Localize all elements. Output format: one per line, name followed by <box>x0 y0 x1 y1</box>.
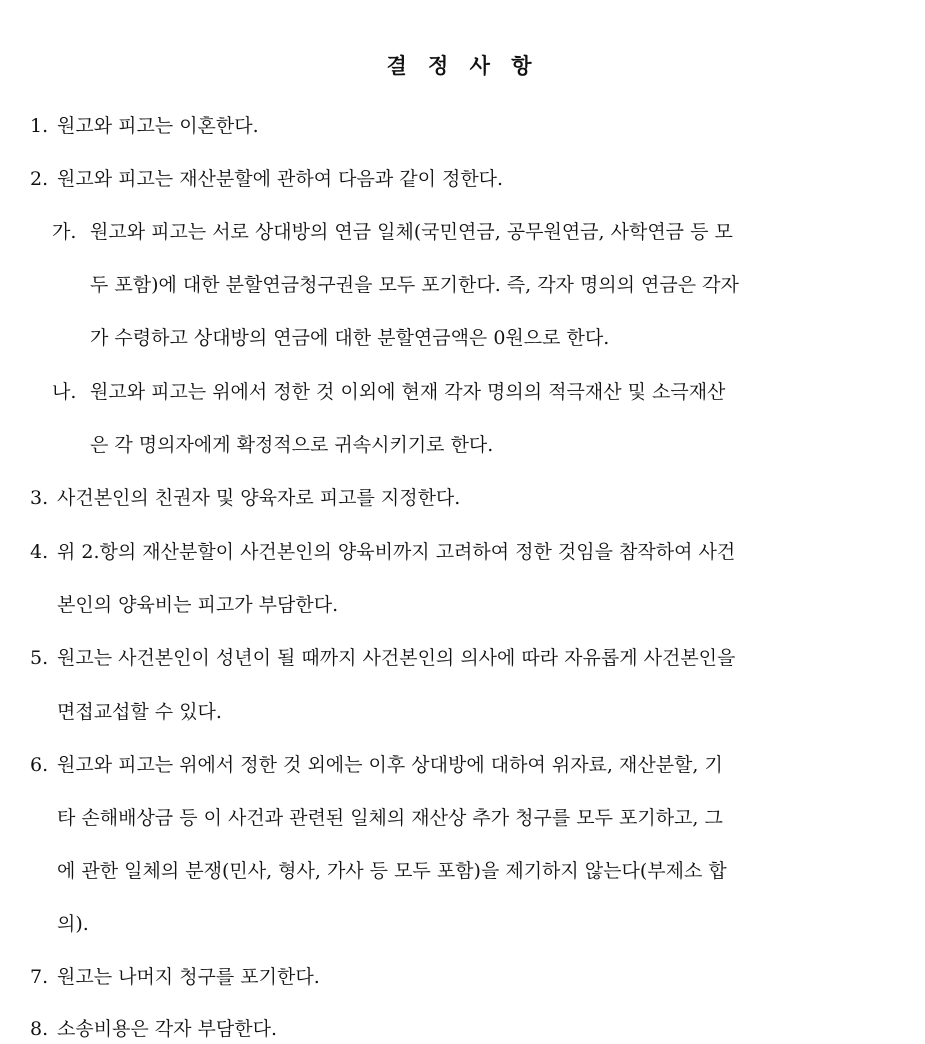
item-4-number: 4. <box>30 541 49 563</box>
item-ga-text: 원고와 피고는 서로 상대방의 연금 일체(국민연금, 공무원연금, 사학연금 등 모 <box>90 221 733 243</box>
item-6-line-2: 타 손해배상금 등 이 사건과 관련된 일체의 재산상 추가 청구를 모두 포기하고, 그 <box>57 807 723 829</box>
item-ga-line-1 <box>52 219 733 245</box>
item-1-line-1 <box>30 113 259 139</box>
item-6-text: 원고와 피고는 위에서 정한 것 외에는 이후 상대방에 대하여 위자료, 재산분할, 기 <box>57 754 723 776</box>
item-na-line-1 <box>52 379 725 405</box>
item-ga-line-3: 가 수령하고 상대방의 연금에 대한 분할연금액은 0원으로 한다. <box>90 327 610 349</box>
document-title: 결 정 사 항 <box>386 54 539 78</box>
item-na-number: 나. <box>52 381 77 403</box>
item-3-text: 사건본인의 친권자 및 양육자로 피고를 지정한다. <box>57 487 461 509</box>
item-7-text: 원고는 나머지 청구를 포기한다. <box>57 966 320 988</box>
item-4-line-2: 본인의 양육비는 피고가 부담한다. <box>57 594 339 616</box>
item-6-number: 6. <box>30 754 49 776</box>
item-2-line-1 <box>30 166 503 192</box>
item-2-text: 원고와 피고는 재산분할에 관하여 다음과 같이 정한다. <box>57 168 504 190</box>
item-8-line-1 <box>30 1016 277 1042</box>
item-4-text: 위 2.항의 재산분할이 사건본인의 양육비까지 고려하여 정한 것임을 참작하여 사건 <box>57 541 736 563</box>
item-5-number: 5. <box>30 647 49 669</box>
item-1-number: 1. <box>30 115 49 137</box>
item-ga-number: 가. <box>52 221 77 243</box>
item-8-number: 8. <box>30 1018 49 1040</box>
item-7-line-1 <box>30 964 320 990</box>
item-na-line-2: 은 각 명의자에게 확정적으로 귀속시키기로 한다. <box>90 434 494 456</box>
item-ga-line-2: 두 포함)에 대한 분할연금청구권을 모두 포기한다. 즉, 각자 명의의 연금은 각자 <box>90 274 739 296</box>
item-3-line-1 <box>30 485 460 511</box>
item-5-line-2: 면접교섭할 수 있다. <box>57 701 222 723</box>
item-3-number: 3. <box>30 487 49 509</box>
item-6-line-4: 의). <box>57 913 89 935</box>
item-na-text: 원고와 피고는 위에서 정한 것 이외에 현재 각자 명의의 적극재산 및 소극재산 <box>90 381 726 403</box>
item-2-number: 2. <box>30 168 49 190</box>
item-7-number: 7. <box>30 966 49 988</box>
item-6-line-1 <box>30 752 723 778</box>
item-5-line-1 <box>30 645 735 671</box>
item-8-text: 소송비용은 각자 부담한다. <box>57 1018 278 1040</box>
item-6-line-3: 에 관한 일체의 분쟁(민사, 형사, 가사 등 모두 포함)을 제기하지 않는다(부제소 합 <box>57 860 727 882</box>
item-5-text: 원고는 사건본인이 성년이 될 때까지 사건본인의 의사에 따라 자유롭게 사건본인을 <box>57 647 736 669</box>
item-4-line-1 <box>30 539 735 565</box>
item-1-text: 원고와 피고는 이혼한다. <box>57 115 259 137</box>
